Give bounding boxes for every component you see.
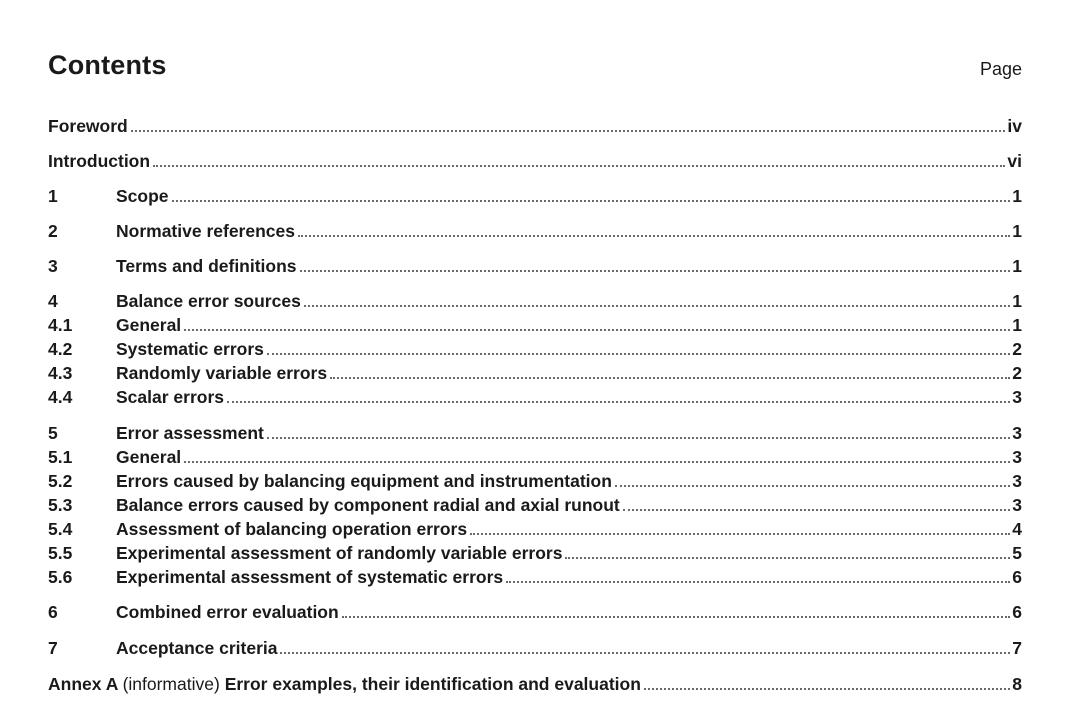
- dot-leader: [267, 437, 1010, 439]
- dot-leader: [280, 652, 1010, 654]
- toc-entry-label: Scalar errors: [116, 387, 224, 407]
- toc-entry-5-1[interactable]: [48, 445, 1022, 469]
- toc-entry-5-4[interactable]: [48, 517, 1022, 541]
- toc-entry-label: Experimental assessment of systematic errors: [116, 567, 504, 587]
- toc-entry-2[interactable]: [48, 219, 1022, 243]
- toc-entry-number: 5.2: [48, 471, 73, 491]
- toc-entry-page: 4: [1012, 519, 1022, 539]
- dot-leader: [153, 165, 1005, 167]
- dot-leader: [267, 353, 1010, 355]
- dot-leader: [342, 616, 1011, 618]
- dot-leader: [298, 235, 1010, 237]
- toc-entry-page: 6: [1012, 602, 1022, 622]
- dot-leader: [172, 200, 1011, 202]
- toc-entry-page: 5: [1012, 543, 1022, 563]
- toc-entry-4-3[interactable]: [48, 361, 1022, 385]
- dot-leader: [644, 688, 1010, 690]
- dot-leader: [470, 533, 1010, 535]
- toc-entry-page: 1: [1012, 186, 1022, 206]
- toc-entry-5-2[interactable]: [48, 469, 1022, 493]
- toc-entry-foreword[interactable]: [48, 114, 1022, 138]
- toc-entry-page: 6: [1012, 567, 1022, 587]
- toc-entry-page: vi: [1007, 151, 1022, 171]
- page-title: Contents: [48, 50, 167, 80]
- toc-entry-label: Acceptance criteria: [116, 638, 278, 658]
- dot-leader: [506, 581, 1010, 583]
- dot-leader: [304, 305, 1010, 307]
- toc-entry-page: 2: [1012, 339, 1022, 359]
- page-column-label: Page: [979, 59, 1022, 79]
- toc-entry-label: General: [116, 315, 182, 335]
- toc-entry-6[interactable]: [48, 600, 1022, 624]
- annex-prefix: Annex A: [48, 674, 118, 694]
- toc-entry-page: 3: [1012, 387, 1022, 407]
- toc-entry-page: iv: [1007, 116, 1022, 136]
- toc-entry-label: Normative references: [116, 221, 295, 241]
- toc-entry-number: 5.6: [48, 567, 73, 587]
- toc-entry-label: [48, 672, 641, 696]
- toc-entry-page: 1: [1012, 291, 1022, 311]
- toc-entry-4-2[interactable]: [48, 337, 1022, 361]
- toc-entry-label: Error assessment: [116, 423, 264, 443]
- toc-entry-number: 2: [48, 221, 58, 241]
- toc-entry-label: Introduction: [48, 151, 151, 171]
- toc-entry-number: 4.4: [48, 387, 73, 407]
- toc-entry-number: 5.5: [48, 543, 73, 563]
- toc-entry-label: Terms and definitions: [116, 256, 297, 276]
- toc-entry-5-3[interactable]: [48, 493, 1022, 517]
- toc-entry-number: 6: [48, 602, 58, 622]
- toc-entry-3[interactable]: [48, 254, 1022, 278]
- toc-entry-label: Experimental assessment of randomly variable errors: [116, 543, 563, 563]
- toc-header: [48, 44, 1022, 84]
- dot-leader: [615, 485, 1010, 487]
- toc-page: [48, 0, 1022, 719]
- toc-entry-number: 7: [48, 638, 58, 658]
- toc-entry-number: 5.3: [48, 495, 73, 515]
- dot-leader: [227, 401, 1010, 403]
- toc-entry-4-1[interactable]: [48, 313, 1022, 337]
- toc-entry-label: Balance errors caused by component radial and axial runout: [116, 495, 620, 515]
- dot-leader: [623, 509, 1011, 511]
- toc-entry-label: Assessment of balancing operation errors: [116, 519, 468, 539]
- toc-entry-7[interactable]: [48, 636, 1022, 660]
- toc-entry-label: Foreword: [48, 116, 128, 136]
- toc-entry-label: Scope: [116, 186, 169, 206]
- toc-entry-number: 5: [48, 423, 58, 443]
- toc-entry-introduction[interactable]: [48, 149, 1022, 173]
- toc-entry-label: Systematic errors: [116, 339, 264, 359]
- annex-qualifier: (informative): [122, 674, 220, 694]
- toc-entry-page: 3: [1012, 471, 1022, 491]
- toc-entry-number: 1: [48, 186, 58, 206]
- toc-entry-5[interactable]: [48, 421, 1022, 445]
- toc-entry-number: 3: [48, 256, 58, 276]
- toc-entry-number: 4.1: [48, 315, 73, 335]
- toc-entry-label: General: [116, 447, 182, 467]
- toc-entry-4[interactable]: [48, 289, 1022, 313]
- toc-entry-page: 1: [1012, 315, 1022, 335]
- toc-entry-page: 3: [1012, 423, 1022, 443]
- dot-leader: [184, 329, 1010, 331]
- toc-entry-number: 5.4: [48, 519, 73, 539]
- dot-leader: [300, 270, 1011, 272]
- toc-entry-annex-a[interactable]: [48, 672, 1022, 696]
- toc-entry-4-4[interactable]: [48, 385, 1022, 409]
- dot-leader: [184, 461, 1010, 463]
- toc-entry-page: 3: [1012, 447, 1022, 467]
- toc-entry-label: Errors caused by balancing equipment and instrumentation: [116, 471, 612, 491]
- toc-entry-label: Balance error sources: [116, 291, 301, 311]
- toc-entry-page: 7: [1012, 638, 1022, 658]
- toc-entry-page: 1: [1012, 256, 1022, 276]
- toc-entry-label: Combined error evaluation: [116, 602, 339, 622]
- toc-entry-page: 8: [1012, 674, 1022, 694]
- toc-entry-number: 4.2: [48, 339, 73, 359]
- toc-entry-number: 5.1: [48, 447, 73, 467]
- toc-entry-number: 4: [48, 291, 58, 311]
- toc-entry-5-5[interactable]: [48, 541, 1022, 565]
- dot-leader: [565, 557, 1010, 559]
- toc-entry-number: 4.3: [48, 363, 73, 383]
- toc-entry-label: Randomly variable errors: [116, 363, 328, 383]
- toc-entry-page: 1: [1012, 221, 1022, 241]
- toc-entry-page: 3: [1012, 495, 1022, 515]
- toc-entry-5-6[interactable]: [48, 565, 1022, 589]
- dot-leader: [131, 130, 1006, 132]
- toc-entry-1[interactable]: [48, 184, 1022, 208]
- toc-entry-page: 2: [1012, 363, 1022, 383]
- annex-title: Error examples, their identification and evaluation: [224, 674, 641, 694]
- dot-leader: [330, 377, 1010, 379]
